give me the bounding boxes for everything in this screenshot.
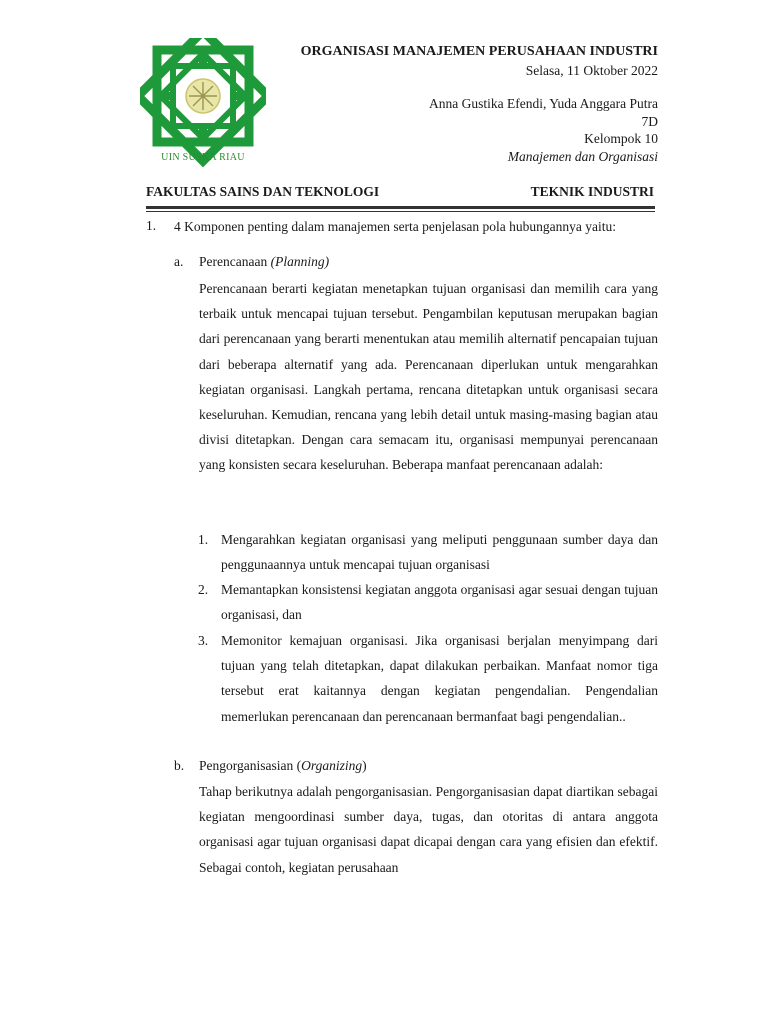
section-b-title-end: ) [362,758,367,773]
section-b-title: Pengorganisasian ( [199,758,302,773]
university-logo [140,38,266,168]
faculty-label: FAKULTAS SAINS DAN TEKNOLOGI [146,184,380,199]
benefit-item: Memonitor kemajuan organisasi. Jika organisasi berjalan menyimpang dari tujuan yang telah ditetapkan, dapat dilakukan perbaikan. Manfaat nomor tiga tersebut erat kaitannya dengan kegiatan pengendalian. Pengendalian memerlukan perencanaan dan perencanaan bermanfaat bagi pengendalian.. [221,633,658,724]
question-number: 1. [146,218,157,233]
group-label: Kelompok 10 [584,131,658,146]
section-b-marker: b. [174,758,185,773]
section-b-paragraph: Tahap berikutnya adalah pengorganisasian. Pengorganisasian dapat diartikan sebagai kegiatan mengoordinasi sumber daya, tugas, dan otoritas di antara anggota organisasi agar tujuan organisasi dapat dicapai dengan cara yang efisien dan efektif. Sebagai contoh, kegiatan perusahaan [199,784,658,875]
department-label: TEKNIK INDUSTRI [530,184,654,199]
benefit-number: 3. [198,633,209,648]
section-a-marker: a. [174,254,184,269]
document-date: Selasa, 11 Oktober 2022 [525,63,658,78]
logo-caption: UIN SUSKA RIAU [161,152,245,163]
section-a-title: Perencanaan [199,254,268,269]
section-b-heading [199,758,367,774]
benefit-item: Mengarahkan kegiatan organisasi yang meliputi penggunaan sumber daya dan penggunaannya untuk mencapai tujuan organisasi [221,532,658,573]
benefit-item: Memantapkan konsistensi kegiatan anggota organisasi agar sesuai dengan tujuan organisasi, dan [221,582,658,623]
document-title: ORGANISASI MANAJEMEN PERUSAHAAN INDUSTRI [300,44,658,59]
section-a-paragraph: Perencanaan berarti kegiatan menetapkan tujuan organisasi dan memilih cara yang terbaik untuk mencapai tujuan tersebut. Pengambilan keputusan merupakan bagian dari perencanaan yang berarti menentukan atau memilih alternatif pencapaian tujuan dari beberapa alternatif yang ada. Perencanaan diperlukan untuk mengarahkan kegiatan organisasi. Langkah pertama, rencana ditetapkan untuk organisasi secara keseluruhan. Kemudian, rencana yang lebih detail untuk masing-masing bagian atau divisi ditetapkan. Dengan cara semacam itu, organisasi mempunyai perencanaan yang konsisten secara keseluruhan. Beberapa manfaat perencanaan adalah: [199,281,658,473]
class-label: 7D [641,114,658,129]
section-a-heading [199,254,329,270]
question-text: 4 Komponen penting dalam manajemen serta penjelasan pola hubungannya yaitu: [174,219,616,234]
section-a-title-italic: (Planning) [270,254,330,269]
document-authors: Anna Gustika Efendi, Yuda Anggara Putra [429,96,658,111]
benefit-number: 1. [198,532,209,547]
header-rule-thin [146,211,655,212]
benefit-number: 2. [198,582,209,597]
section-b-title-italic: Organizing [301,758,363,773]
course-label: Manajemen dan Organisasi [507,149,658,164]
header-rule-thick [146,206,655,209]
